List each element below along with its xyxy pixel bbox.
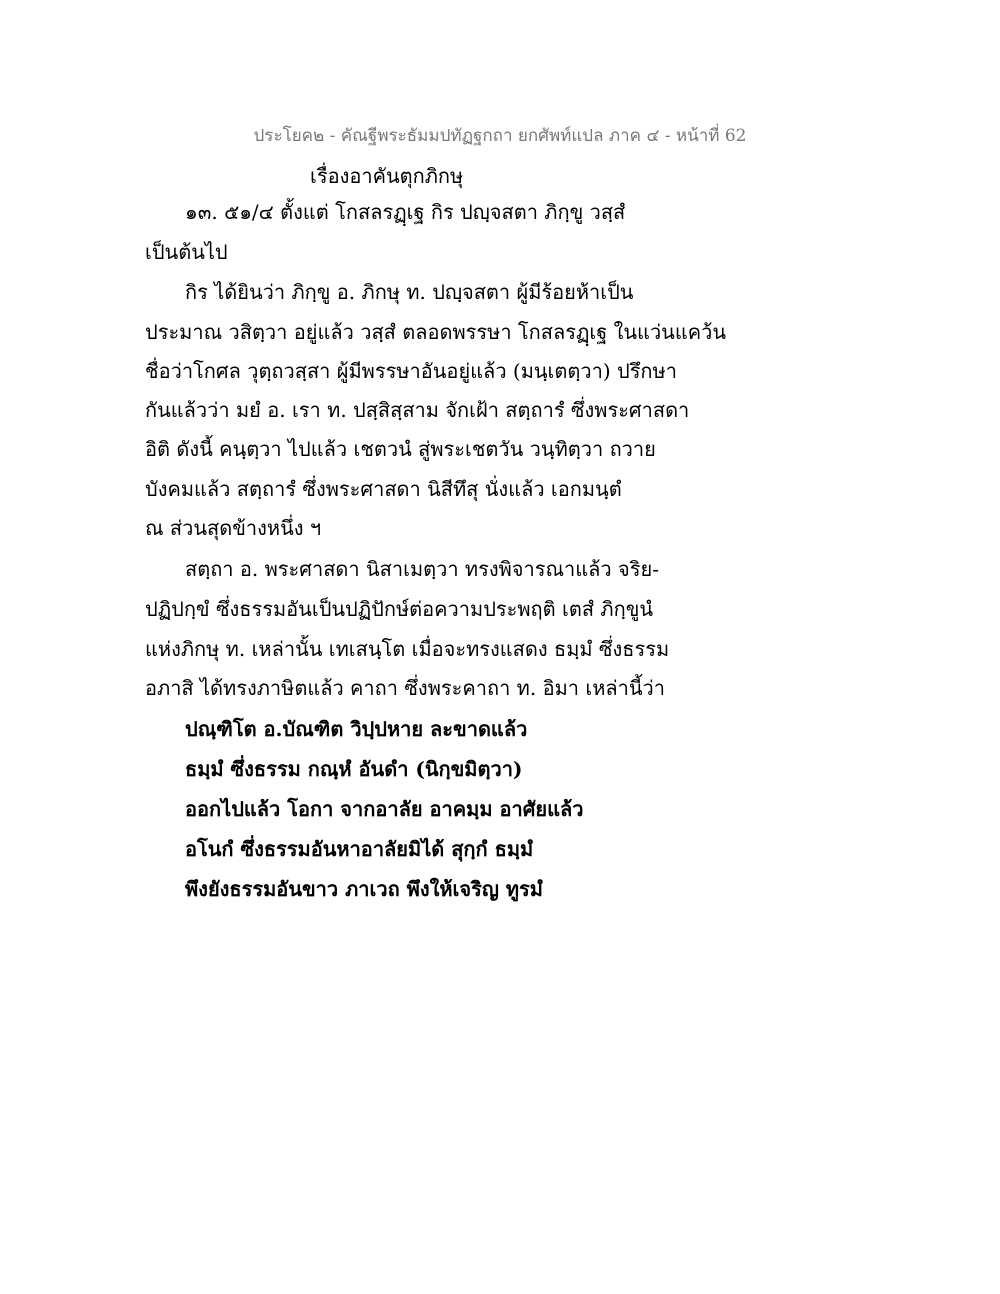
paragraph-2-line-1: กิร ได้ยินว่า ภิกฺขู อ. ภิกษุ ท. ปญฺจสตา ผู้มีร้อยห้าเป็น — [185, 280, 634, 304]
paragraph-2-line-3: ชื่อว่าโกศล วุตฺถวสฺสา ผู้มีพรรษาอันอยู่แล้ว (มนฺเตตฺวา) ปรึกษา — [145, 359, 677, 383]
paragraph-3-line-3: แห่งภิกษุ ท. เหล่านั้น เทเสนฺโต เมื่อจะทรงแสดง ธมฺมํ ซึ่งธรรม — [145, 637, 670, 661]
paragraph-1-line-1: ๑๓. ๕๑/๔ ตั้งแต่ โกสลรฏฺเฐ กิร ปญฺจสตา ภิกฺขู วสฺสํ — [185, 200, 626, 224]
verse-line-3: ออกไปแล้ว โอกา จากอาลัย อาคมฺม อาศัยแล้ว — [185, 797, 584, 821]
verse-line-4: อโนกํ ซึ่งธรรมอันหาอาลัยมิได้ สุกฺกํ ธมฺมํ — [185, 837, 534, 861]
verse-line-2: ธมฺมํ ซึ่งธรรม กณฺหํ อันดำ (นิกฺขมิตฺวา) — [185, 757, 523, 781]
paragraph-1-line-2: เป็นต้นไป — [145, 240, 228, 264]
page-header: ประโยค๒ - คัณฐีพระธัมมปทัฏฐกถา ยกศัพท์แปล ภาค ๔ - หน้าที่ 62 — [253, 126, 747, 146]
paragraph-2-line-2: ประมาณ วสิตฺวา อยู่แล้ว วสฺสํ ตลอดพรรษา โกสลรฏฺเฐ ในแว่นแคว้น — [145, 320, 727, 344]
paragraph-2-line-7: ณ ส่วนสุดข้างหนึ่ง ฯ — [145, 516, 322, 540]
paragraph-3-line-4: อภาสิ ได้ทรงภาษิตแล้ว คาถา ซึ่งพระคาถา ท. อิมา เหล่านี้ว่า — [145, 676, 665, 700]
story-title: เรื่องอาคันตุกภิกษุ — [310, 164, 464, 188]
verse-line-5: พึงยังธรรมอันขาว ภาเวถ พึงให้เจริญ ทูรมํ — [185, 877, 543, 901]
paragraph-2-line-4: กันแล้วว่า มยํ อ. เรา ท. ปสฺสิสฺสาม จักเฝ้า สตฺถารํ ซึ่งพระศาสดา — [145, 398, 690, 422]
paragraph-3-line-2: ปฏิปกฺขํ ซึ่งธรรมอันเป็นปฏิปักษ์ต่อความประพฤติ เตสํ ภิกฺขูนํ — [145, 597, 654, 621]
paragraph-3-line-1: สตฺถา อ. พระศาสดา นิสาเมตฺวา ทรงพิจารณาแล้ว จริย- — [185, 557, 659, 581]
paragraph-2-line-5: อิติ ดังนี้ คนฺตฺวา ไปแล้ว เชตวนํ สู่พระเชตวัน วนฺทิตฺวา ถวาย — [145, 437, 656, 461]
paragraph-2-line-6: บังคมแล้ว สตฺถารํ ซึ่งพระศาสดา นิสีทึสุ นั่งแล้ว เอกมนฺตํ — [145, 477, 622, 501]
verse-line-1: ปณฺฑิโต อ.บัณฑิต วิปฺปหาย ละขาดแล้ว — [185, 717, 528, 741]
